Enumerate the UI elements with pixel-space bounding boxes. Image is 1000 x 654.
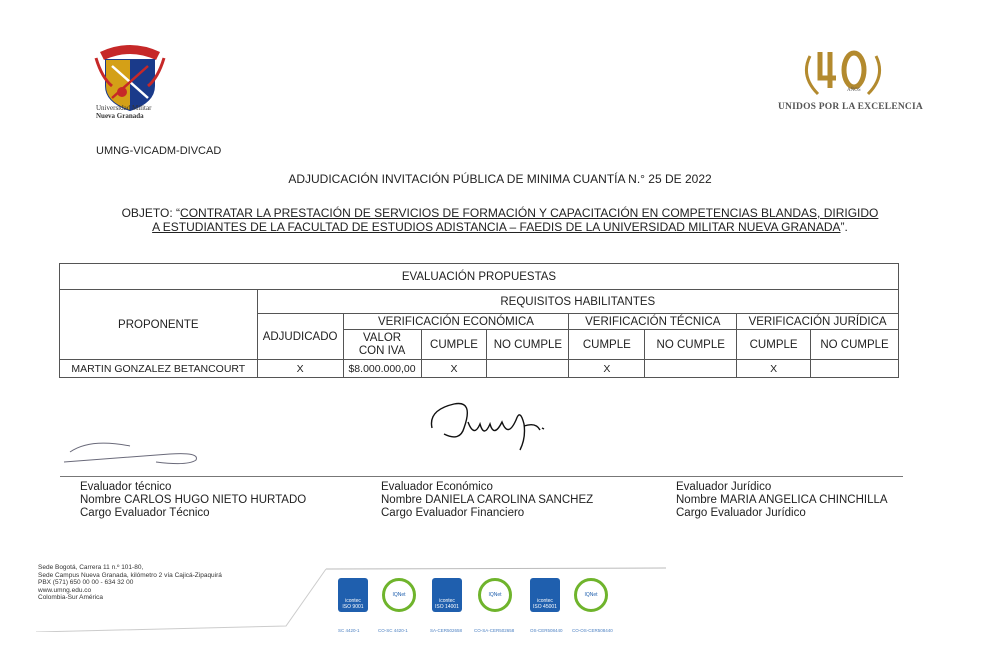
cert-code: OS-CER508440 bbox=[530, 628, 563, 633]
cell-tec-no-cumple bbox=[645, 360, 737, 378]
header-adjudicado: ADJUDICADO bbox=[257, 314, 343, 360]
cert-badge-icontec-45001: icontec ISO 45001 bbox=[530, 578, 560, 612]
header-valor-con-iva: VALOR CON IVA bbox=[343, 330, 421, 360]
university-name: Universidad Militar Nueva Granada bbox=[96, 104, 152, 120]
cert-badge-iqnet-3: IQNet bbox=[574, 578, 608, 612]
signature-block-economic: Evaluador Económico Nombre DANIELA CAROLINA SANCHEZ Cargo Evaluador Financiero bbox=[381, 481, 594, 519]
header-requisitos: REQUISITOS HABILITANTES bbox=[257, 290, 898, 314]
signature-block-juridical: Evaluador Jurídico Nombre MARIA ANGELICA CHINCHILLA Cargo Evaluador Jurídico bbox=[676, 481, 888, 519]
cell-eco-no-cumple bbox=[487, 360, 569, 378]
cell-jur-cumple: X bbox=[737, 360, 811, 378]
cert-code: SA-CER502658 bbox=[430, 628, 463, 633]
header-jur-no-cumple: NO CUMPLE bbox=[811, 330, 899, 360]
cert-badge-icontec-14001: icontec ISO 14001 bbox=[432, 578, 462, 612]
table-row bbox=[60, 360, 899, 378]
cell-eco-cumple: X bbox=[421, 360, 487, 378]
signature-economic-evaluator bbox=[424, 398, 564, 464]
header-tec-no-cumple: NO CUMPLE bbox=[645, 330, 737, 360]
document-code: UMNG-VICADM-DIVCAD bbox=[96, 145, 222, 157]
objeto-prefix: OBJETO: “ bbox=[121, 206, 181, 220]
header-jur-cumple: CUMPLE bbox=[737, 330, 811, 360]
cert-badge-iqnet-2: IQNet bbox=[478, 578, 512, 612]
header-verificacion-juridica: VERIFICACIÓN JURÍDICA bbox=[737, 314, 899, 330]
cert-code: CO-OS-CER508440 bbox=[572, 628, 613, 633]
objeto-paragraph bbox=[120, 206, 880, 234]
header-eco-cumple: CUMPLE bbox=[421, 330, 487, 360]
cert-badge-icontec-9001: icontec ISO 9001 bbox=[338, 578, 368, 612]
header-proponente: PROPONENTE bbox=[60, 290, 258, 360]
anniversary-40-logo bbox=[800, 48, 886, 100]
cert-code: CO-SC 4420-1 bbox=[378, 628, 408, 633]
objeto-suffix: ”. bbox=[840, 220, 848, 234]
header-verificacion-economica: VERIFICACIÓN ECONÓMICA bbox=[343, 314, 569, 330]
anniversary-years-label: AÑOS bbox=[847, 88, 861, 93]
cell-adjudicado: X bbox=[257, 360, 343, 378]
cert-badge-iqnet-1: IQNet bbox=[382, 578, 416, 612]
cell-valor: $8.000.000,00 bbox=[343, 360, 421, 378]
anniversary-slogan: UNIDOS POR LA EXCELENCIA bbox=[778, 102, 923, 112]
footer-address: Sede Bogotá, Carrera 11 n.º 101-80, Sede Campus Nueva Granada, kilómetro 2 vía Cajicá-Zipaquirá PBX (571) 650 00 00 - 634 32 00 www.umng.edu.co Colombia-Sur América bbox=[38, 564, 222, 601]
signature-divider bbox=[60, 476, 903, 477]
header-eco-no-cumple: NO CUMPLE bbox=[487, 330, 569, 360]
table-title: EVALUACIÓN PROPUESTAS bbox=[60, 264, 899, 290]
cell-proponente: MARTIN GONZALEZ BETANCOURT bbox=[60, 360, 258, 378]
evaluation-table bbox=[59, 263, 899, 378]
header-tec-cumple: CUMPLE bbox=[569, 330, 645, 360]
cert-code: SC 4420-1 bbox=[338, 628, 360, 633]
document-title: ADJUDICACIÓN INVITACIÓN PÚBLICA DE MINIMA CUANTÍA N.° 25 DE 2022 bbox=[288, 172, 712, 186]
signature-block-technical: Evaluador técnico Nombre CARLOS HUGO NIETO HURTADO Cargo Evaluador Técnico bbox=[80, 481, 307, 519]
cert-code: CO-SA-CER502658 bbox=[474, 628, 515, 633]
cell-jur-no-cumple bbox=[811, 360, 899, 378]
signature-technical-evaluator bbox=[60, 432, 210, 468]
cell-tec-cumple: X bbox=[569, 360, 645, 378]
objeto-text: CONTRATAR LA PRESTACIÓN DE SERVICIOS DE FORMACIÓN Y CAPACITACIÓN EN COMPETENCIAS BLANDAS, DIRIGIDO A ESTUDIANTES DE LA FACULTAD DE ESTUDIOS ADISTANCIA – FAEDIS DE LA UNIVERSIDAD MILITAR NUEVA GRANADA bbox=[152, 206, 879, 234]
header-verificacion-tecnica: VERIFICACIÓN TÉCNICA bbox=[569, 314, 737, 330]
